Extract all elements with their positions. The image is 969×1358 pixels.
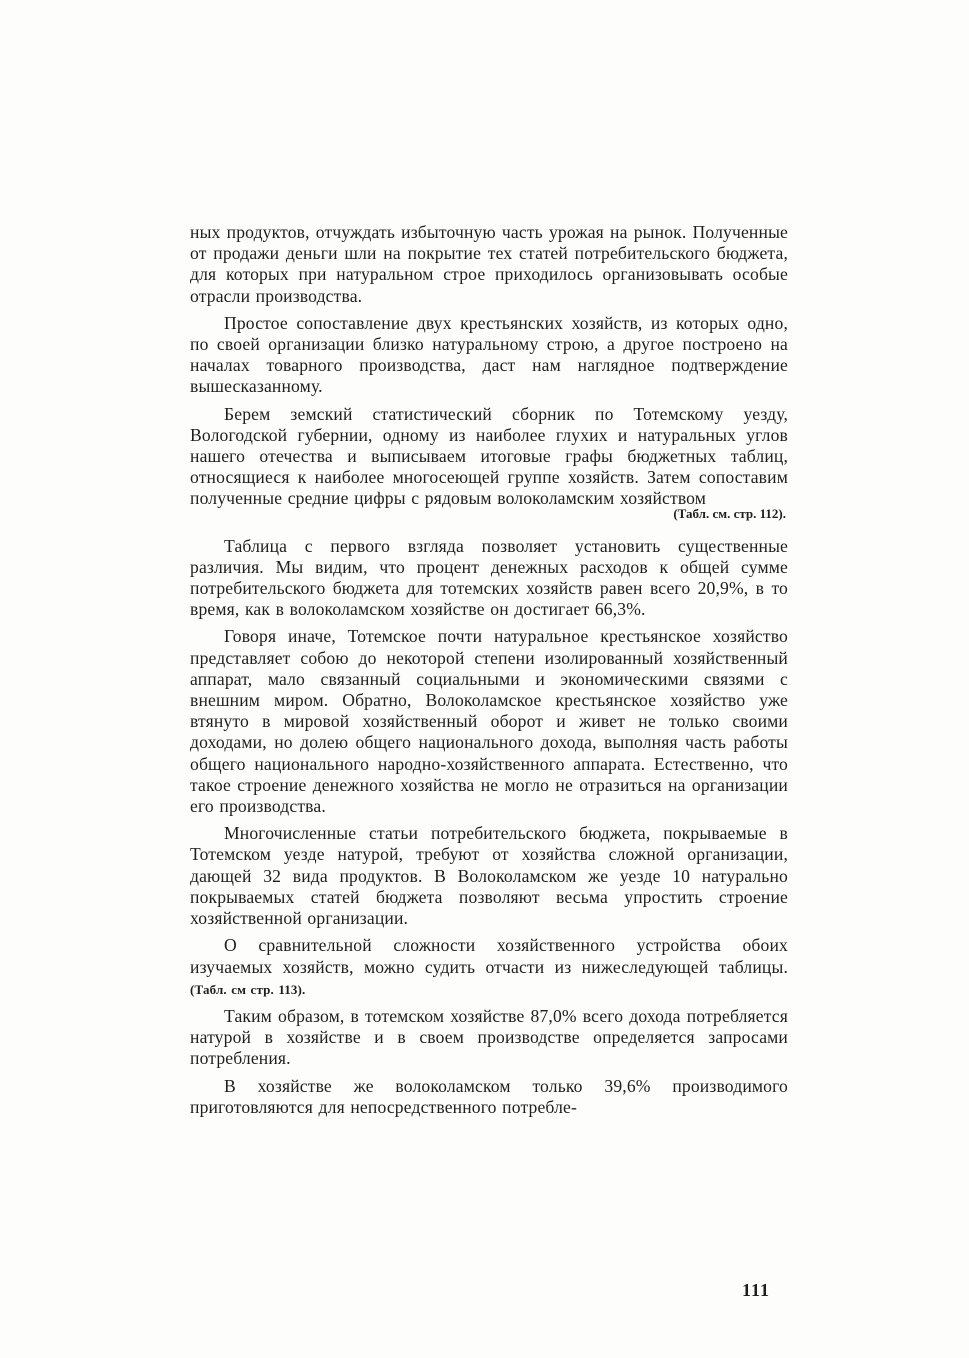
paragraph-totem-consumption: Таким образом, в тотемском хозяйстве 87,0% всего дохода потребляется натурой в хозяйстве и в своем производстве определяется запросами потребления. [190, 1005, 788, 1069]
paragraph-isolated-economy: Говоря иначе, Тотемское почти натуральное крестьянское хозяйство представляет собою до некоторой степени изолированный хозяйственный аппарат, мало связанный социальными и экономическими связями с внешним миром. Обратно, Волоколамское крестьянское хозяйство уже втянуто в мировой хозяйственный оборот и живет не только своими доходами, но долею общего национального дохода, выполняя часть работы общего национального народно-хозяйственного аппарата. Естественно, что такое строение денежного хозяйства не могло не отразиться на организации его производства. [190, 626, 788, 817]
table-reference-112: (Табл. см. стр. 112). [673, 505, 786, 521]
paragraph-comparison-intro: Простое сопоставление двух крестьянских хозяйств, из которых одно, по своей организации близко натуральному строю, а другое построено на началах товарного производства, даст нам наглядное подтверждение вышесказанному. [190, 312, 788, 397]
paragraph-complexity-text: О сравнительной сложности хозяйственного устройства обоих изучаемых хозяйств, можно судить отчасти из нижеследующей таблицы. [190, 935, 788, 977]
body-text [190, 222, 788, 1124]
page-number: 111 [742, 1280, 771, 1300]
paragraph-budget-items: Многочисленные статьи потребительского бюджета, покрываемые в Тотемском уезде натурой, требуют от хозяйства сложной организации, дающей 32 вида продуктов. В Волоколамском же уезде 10 натурально покрываемых статей бюджета позволяют весьма упростить строение хозяйственной организации. [190, 823, 788, 929]
paragraph-complexity [190, 935, 788, 1000]
paragraph-volokolamsk-consumption: В хозяйстве же волоколамском только 39,6% производимого приготовляются для непосредственного потребле- [190, 1075, 788, 1117]
paragraph-table-analysis: Таблица с первого взгляда позволяет установить существенные различия. Мы видим, что процент денежных расходов к общей сумме потребительского бюджета для тотемских хозяйств равен всего 20,9%, в то время, как в волоколамском хозяйстве он достигает 66,3%. [190, 535, 788, 620]
table-reference-113: (Табл. см стр. 113). [190, 981, 306, 997]
paragraph-statistical-source: Берем земский статистический сборник по Тотемскому уезду, Вологодской губернии, одному из наиболее глухих и натуральных углов нашего отечества и выписываем итоговые графы бюджетных таблиц, относящиеся к наиболее многосеющей группе хозяйств. Затем сопоставим полученные средние цифры с рядовым волоколамским хозяйством [190, 403, 788, 509]
paragraph-continuation: ных продуктов, отчуждать избыточную часть урожая на рынок. Полученные от продажи деньги шли на покрытие тех статей потребительского бюджета, для которых при натуральном строе приходилось организовывать особые отрасли производства. [190, 222, 788, 306]
